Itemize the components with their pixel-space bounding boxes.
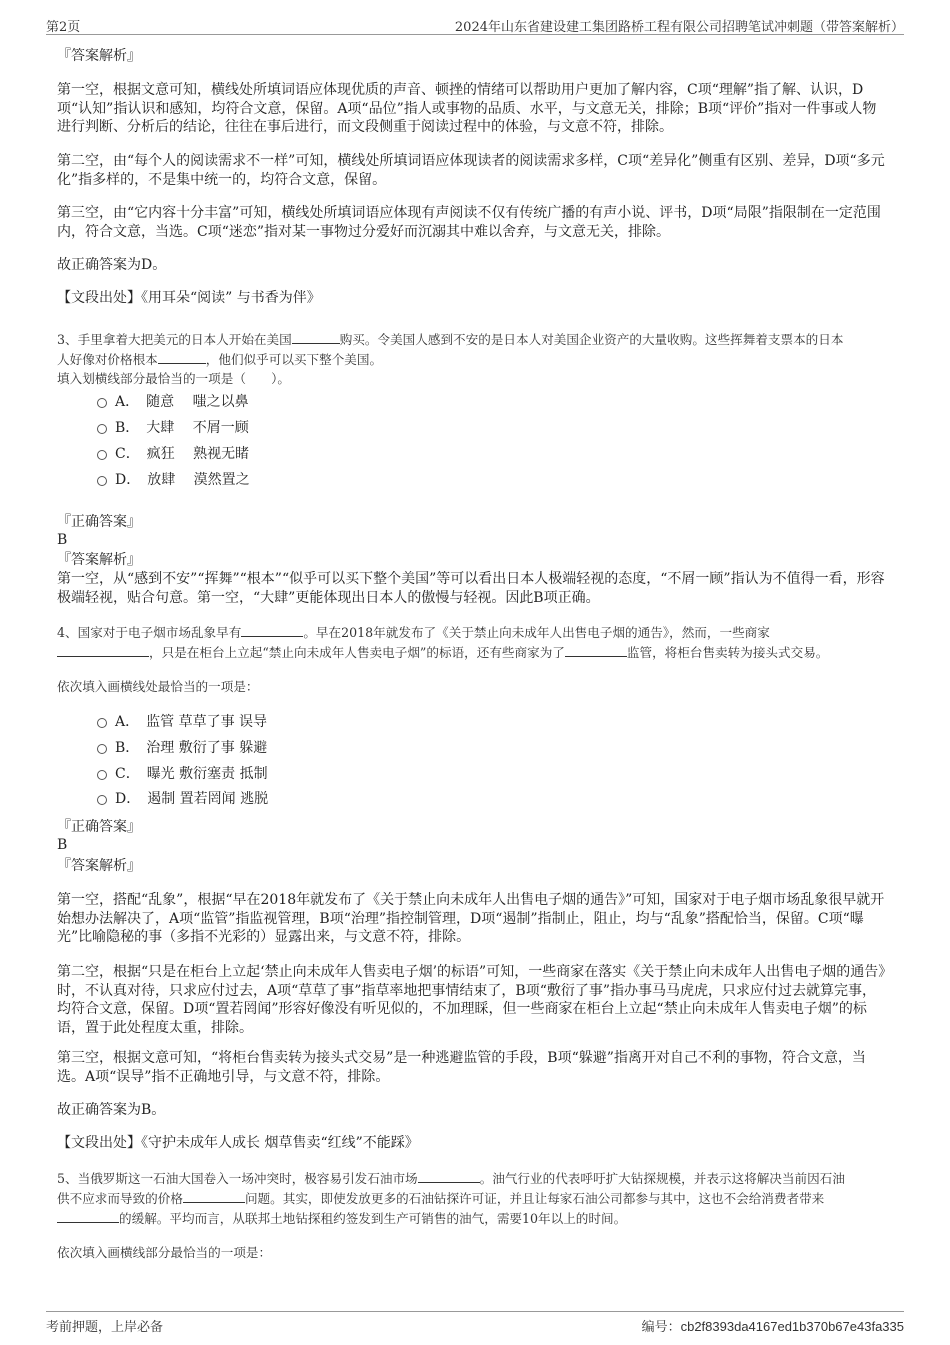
- q5-prompt: 依次填入画横线部分最恰当的一项是：: [57, 1245, 272, 1260]
- q3-answer: B: [57, 532, 68, 548]
- radio-icon[interactable]: [97, 744, 107, 754]
- page-header: [46, 14, 904, 35]
- q3-blank-1: [292, 330, 340, 344]
- q3-analysis-label: 『答案解析』: [57, 552, 141, 568]
- q4-prompt: 依次填入画横线处最恰当的一项是：: [57, 679, 259, 694]
- q4-blank-2: [57, 643, 149, 657]
- q5-text-a: 5、当俄罗斯这一石油大国卷入一场冲突时，极容易引发石油市场: [57, 1171, 418, 1186]
- q5-text-b: 。油气行业的代表呼吁扩大钻探规模，并表示这将解决当前因石油: [479, 1171, 845, 1186]
- radio-icon[interactable]: [97, 398, 107, 408]
- q3-text-c: 人好像对价格根本: [57, 352, 158, 367]
- q3-option-c-text: C． 疯狂 熟视无睹: [115, 446, 250, 462]
- q2-analysis-para3: 第三空，由“它内容十分丰富”可知，横线处所填词语应体现有声阅读不仅有传统广播的有声小说、评书，D项“局限”指限制在一定范围内，符合文意，当选。C项“迷恋”指对某一事物过分爱好而沉溺其中难以舍弃，与文意无关，排除。: [57, 205, 881, 240]
- q4-stem: [57, 623, 887, 663]
- q3-option-d-text: D． 放肆 漠然置之: [115, 472, 250, 488]
- q3-text-a: 3、手里拿着大把美元的日本人开始在美国: [57, 332, 292, 347]
- radio-icon[interactable]: [97, 770, 107, 780]
- q2-analysis-para1: 第一空，根据文意可知，横线处所填词语应体现优质的声音、顿挫的情绪可以帮助用户更加了解内容，C项“理解”指了解、认识，D项“认知”指认识和感知，均符合文意，保留。A项“品位”指人或事物的品质、水平，与文意无关，排除；B项“评价”指对一件事或人物进行判断、分析后的结论，往往在事后进行，而文段侧重于阅读过程中的体验，与文意不符，排除。: [57, 82, 877, 135]
- q5-blank-2: [183, 1189, 245, 1203]
- q4-source: 【文段出处】《守护未成年人成长 烟草售卖“红线”不能踩》: [57, 1135, 419, 1151]
- q3-blank-2: [158, 350, 206, 364]
- q3-prompt: 填入划横线部分最恰当的一项是（ ）。: [57, 371, 290, 386]
- q2-analysis-para2: 第二空，由“每个人的阅读需求不一样”可知，横线处所填词语应体现读者的阅读需求多样，C项“差异化”侧重有区别、差异，D项“多元化”指多样的，不是集中统一的，均符合文意，保留。: [57, 153, 885, 188]
- q4-text-b: 。早在2018年就发布了《关于禁止向未成年人出售电子烟的通告》，然而，一些商家: [303, 625, 770, 640]
- radio-icon[interactable]: [97, 476, 107, 486]
- q5-text-e: 的缓解。平均而言，从联邦土地钻探租约签发到生产可销售的油气，需要10年以上的时间。: [119, 1211, 627, 1226]
- q3-option-b[interactable]: [95, 418, 395, 438]
- q4-text-a: 4、国家对于电子烟市场乱象早有: [57, 625, 242, 640]
- q3-answer-label: 『正确答案』: [57, 514, 141, 530]
- page-number: 第2页: [46, 20, 81, 35]
- radio-icon[interactable]: [97, 718, 107, 728]
- q3-stem: [57, 330, 887, 370]
- q4-blank-3: [565, 643, 627, 657]
- radio-icon[interactable]: [97, 450, 107, 460]
- page-footer: [46, 1311, 904, 1336]
- q3-analysis: 第一空，从“感到不安”“挥舞”“根本”“似乎可以买下整个美国”等可以看出日本人极端轻视的态度，“不屑一顾”指认为不值得一看，形容极端轻视，贴合句意。第一空，“大肆”更能体现出日本人的傲慢与轻视。因此B项正确。: [57, 571, 885, 606]
- q5-stem: [57, 1169, 887, 1229]
- q4-option-a[interactable]: [95, 712, 395, 732]
- q4-option-c-text: C． 曝光 敷衍塞责 抵制: [115, 766, 268, 782]
- footer-slogan: 考前押题，上岸必备: [46, 1320, 164, 1335]
- q4-blank-1: [241, 623, 303, 637]
- q4-answer: B: [57, 837, 68, 853]
- q4-option-a-text: A． 监管 草草了事 误导: [115, 714, 268, 730]
- document-title: 2024年山东省建设建工集团路桥工程有限公司招聘笔试冲刺题（带答案解析）: [454, 20, 904, 35]
- radio-icon[interactable]: [97, 795, 107, 805]
- footer-code: [642, 1316, 904, 1335]
- q2-conclusion: 故正确答案为D。: [57, 257, 167, 273]
- q4-option-d-text: D． 遏制 置若罔闻 逃脱: [115, 791, 269, 807]
- q3-option-a-text: A． 随意 嗤之以鼻: [115, 394, 249, 410]
- footer-code-value: cb2f8393da4167ed1b370b67e43fa335: [680, 1319, 904, 1334]
- q4-option-b-text: B． 治理 敷衍了事 躲避: [115, 740, 268, 756]
- q4-analysis-para3: 第三空，根据文意可知，“将柜台售卖转为接头式交易”是一种逃避监管的手段，B项“躲避”指离开对自己不利的事物，符合文意，当选。A项“误导”指不正确地引导，与文意不符，排除。: [57, 1050, 866, 1085]
- q4-analysis-para2: 第二空，根据“只是在柜台上立起‘禁止向未成年人售卖电子烟’的标语”可知，一些商家在落实《关于禁止向未成年人出售电子烟的通告》时，不认真对待，只求应付过去，A项“草草了事”指草率地把事情结束了，B项“敷衍了事”指办事马马虎虎，只求应付过去就算完事，均符合文意，保留。D项“置若罔闻”形容好像没有听见似的，不加理睬，但一些商家在柜台上立起“禁止向未成年人售卖电子烟”的标语，置于此处程度太重，排除。: [57, 964, 886, 1036]
- footer-code-label: 编号：: [641, 1320, 681, 1335]
- q2-source: 【文段出处】《用耳朵“阅读” 与书香为伴》: [57, 290, 321, 306]
- q4-text-c: ，只是在柜台上立起“禁止向未成年人售卖电子烟”的标语，还有些商家为了: [149, 645, 565, 660]
- q5-blank-1: [418, 1169, 480, 1183]
- q4-analysis-para1: 第一空，搭配“乱象”，根据“早在2018年就发布了《关于禁止向未成年人出售电子烟的通告》”可知，国家对于电子烟市场乱象很早就开始想办法解决了，A项“监管”指监视管理，B项“治理”指控制管理，D项“遏制”指制止，阻止，均与“乱象”搭配恰当，保留。C项“曝光”比喻隐秘的事（多指不光彩的）显露出来，与文意不符，排除。: [57, 892, 885, 945]
- q4-option-c[interactable]: [95, 764, 395, 784]
- q3-option-d[interactable]: [95, 470, 395, 490]
- q4-analysis-label: 『答案解析』: [57, 858, 141, 874]
- q4-option-b[interactable]: [95, 738, 395, 758]
- q4-conclusion: 故正确答案为B。: [57, 1102, 166, 1118]
- q4-option-d[interactable]: [95, 789, 395, 809]
- q3-option-c[interactable]: [95, 444, 395, 464]
- q2-analysis-label: 『答案解析』: [57, 48, 141, 64]
- q3-option-a[interactable]: [95, 392, 395, 412]
- q5-blank-3: [57, 1209, 119, 1223]
- q3-option-b-text: B． 大肆 不屑一顾: [115, 420, 249, 436]
- q5-text-c: 供不应求而导致的价格: [57, 1191, 183, 1206]
- radio-icon[interactable]: [97, 424, 107, 434]
- q5-text-d: 问题。其实，即使发放更多的石油钻探许可证，并且让每家石油公司都参与其中，这也不会给消费者带来: [244, 1191, 825, 1206]
- q3-text-b: 购买。令美国人感到不安的是日本人对美国企业资产的大量收购。这些挥舞着支票本的日本: [339, 332, 844, 347]
- q4-text-d: 监管，将柜台售卖转为接头式交易。: [626, 645, 829, 660]
- q3-text-d: ，他们似乎可以买下整个美国。: [205, 352, 383, 367]
- q4-answer-label: 『正确答案』: [57, 819, 141, 835]
